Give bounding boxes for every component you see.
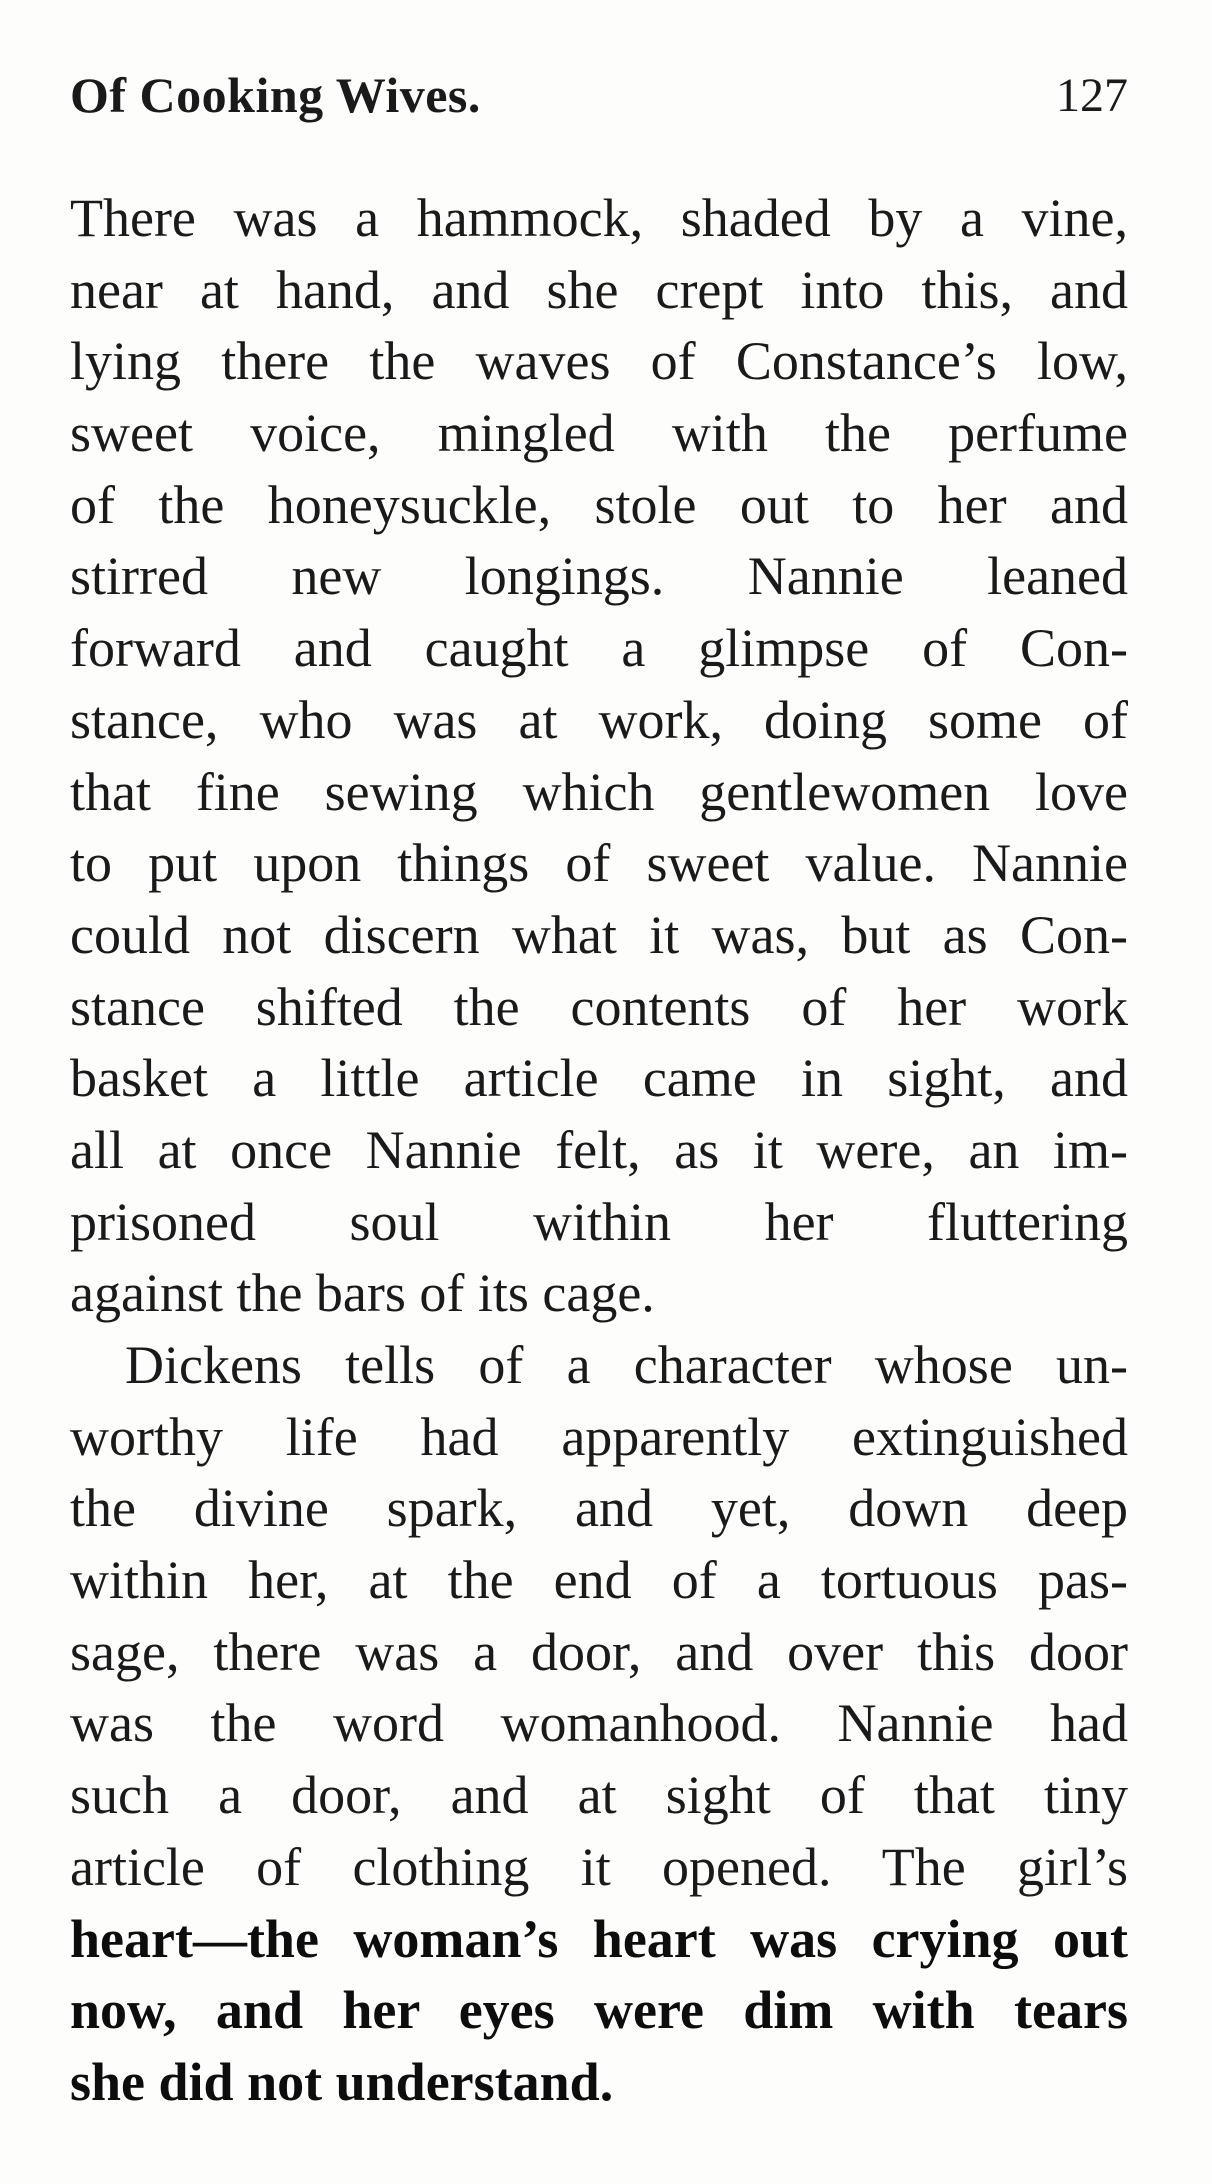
text-line: sweet voice, mingled with the perfume (70, 403, 1128, 464)
text-line: such a door, and at sight of that tiny (70, 1765, 1128, 1826)
text-line: of the honeysuckle, stole out to her and (70, 474, 1128, 535)
text-line: Dickens tells of a character whose un- (125, 1335, 1128, 1395)
page-number: 127 (1056, 68, 1128, 122)
text-line: now, and her eyes were dim with tears (70, 1980, 1128, 2041)
text-line: lying there the waves of Constance’s low, (70, 331, 1128, 392)
text-line: stirred new longings. Nannie leaned (70, 546, 1128, 607)
text-line: within her, at the end of a tortuous pas- (70, 1550, 1128, 1611)
text-line: that fine sewing which gentlewomen love (70, 761, 1128, 822)
text-line: stance shifted the contents of her work (70, 976, 1128, 1037)
chapter-title: Of Cooking Wives. (70, 67, 481, 123)
text-line: could not discern what it was, but as Con- (70, 904, 1128, 965)
text-line: the divine spark, and yet, down deep (70, 1478, 1128, 1539)
text-line: was the word womanhood. Nannie had (70, 1693, 1128, 1754)
body-text (70, 183, 1128, 2119)
text-line: article of clothing it opened. The girl’s (70, 1836, 1128, 1897)
text-line: worthy life had apparently extinguished (70, 1406, 1128, 1467)
text-line: stance, who was at work, doing some of (70, 689, 1128, 750)
text-line: basket a little article came in sight, and (70, 1048, 1128, 1109)
text-line: There was a hammock, shaded by a vine, (70, 188, 1128, 248)
text-line: to put upon things of sweet value. Nannie (70, 833, 1128, 894)
text-line: against the bars of its cage. (70, 1263, 655, 1324)
text-line: prisoned soul within her fluttering (70, 1191, 1128, 1252)
text-line: heart—the woman’s heart was crying out (70, 1908, 1128, 1969)
text-line: forward and caught a glimpse of Con- (70, 618, 1128, 679)
text-line: sage, there was a door, and over this door (70, 1621, 1128, 1682)
text-line: all at once Nannie felt, as it were, an im- (70, 1119, 1128, 1180)
running-head (70, 60, 1128, 130)
text-line: near at hand, and she crept into this, and (70, 259, 1128, 320)
text-line: she did not understand. (70, 2051, 614, 2112)
